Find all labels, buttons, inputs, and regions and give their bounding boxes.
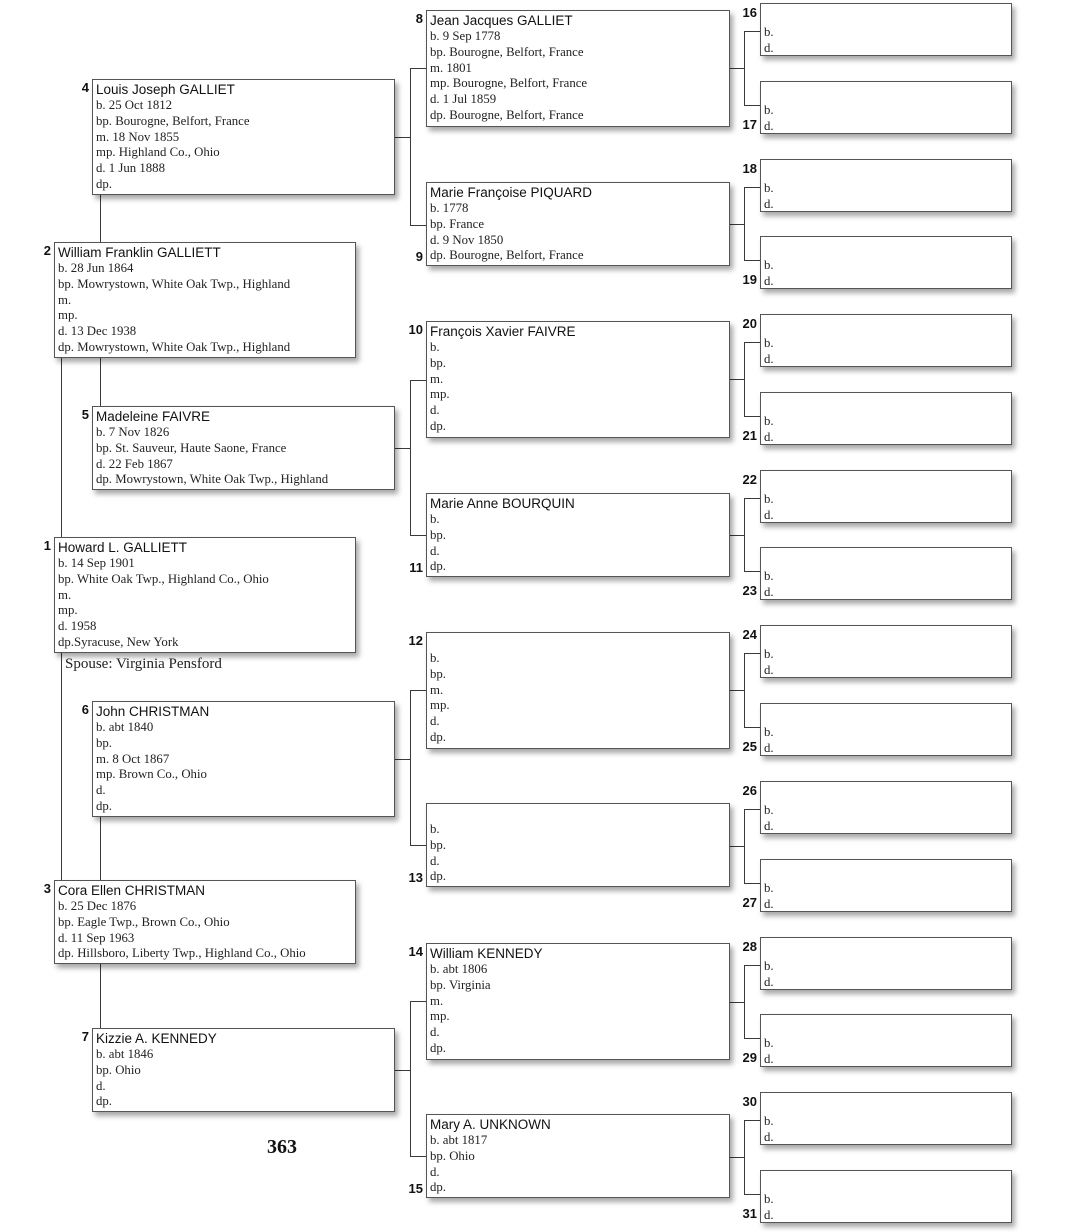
person-fact: mp. Brown Co., Ohio	[96, 767, 207, 782]
ancestor-number: 25	[742, 739, 757, 754]
person-box-30[interactable]	[760, 1092, 1012, 1145]
person-fact: b.	[764, 258, 774, 272]
connector-line	[395, 137, 411, 138]
person-name: Jean Jacques GALLIET	[430, 13, 573, 28]
person-fact: b.	[764, 1192, 774, 1206]
person-fact: dp.	[430, 1040, 446, 1055]
ancestor-number: 29	[742, 1050, 757, 1065]
person-fact: d.	[764, 1208, 774, 1222]
person-fact: mp. Highland Co., Ohio	[96, 145, 220, 160]
connector-line	[744, 187, 760, 188]
person-fact: b. abt 1846	[96, 1047, 154, 1061]
person-fact: bp.	[430, 666, 446, 681]
person-box-31[interactable]	[760, 1170, 1012, 1223]
person-fact: m.	[58, 292, 72, 307]
person-fact: d. 22 Feb 1867	[96, 456, 173, 471]
person-fact: dp.	[430, 729, 446, 744]
ancestor-number: 18	[742, 161, 757, 176]
person-name: François Xavier FAIVRE	[430, 324, 576, 339]
person-box-15[interactable]	[426, 1114, 730, 1198]
connector-line	[410, 690, 426, 691]
person-fact: dp. Bourogne, Belfort, France	[430, 248, 584, 263]
person-fact: d.	[764, 897, 774, 911]
person-box-7[interactable]	[92, 1028, 395, 1112]
connector-line	[744, 31, 760, 32]
ancestor-number: 19	[742, 272, 757, 287]
person-fact: d.	[764, 819, 774, 833]
person-name: Louis Joseph GALLIET	[96, 82, 235, 97]
person-fact: d.	[430, 1025, 440, 1040]
person-fact: b.	[764, 881, 774, 895]
person-fact: b.	[430, 651, 440, 665]
ancestor-number: 27	[742, 895, 757, 910]
person-fact: b.	[764, 1114, 774, 1128]
person-fact: m. 18 Nov 1855	[96, 129, 180, 144]
person-box-24[interactable]	[760, 625, 1012, 678]
person-fact: d.	[96, 1078, 106, 1093]
ancestor-number: 3	[43, 881, 51, 896]
person-fact: d.	[764, 197, 774, 211]
person-fact: d.	[764, 508, 774, 522]
connector-line	[61, 357, 62, 537]
connector-line	[730, 379, 745, 380]
person-fact: b.	[764, 647, 774, 661]
connector-line	[730, 68, 745, 69]
connector-line	[410, 1156, 426, 1157]
person-fact: d. 1958	[58, 619, 97, 634]
person-fact: d. 13 Dec 1938	[58, 324, 137, 339]
person-fact: b. abt 1817	[430, 1133, 488, 1147]
ancestor-number: 15	[408, 1181, 423, 1196]
ancestor-number: 4	[81, 80, 89, 95]
person-fact: bp. Virginia	[430, 977, 491, 992]
connector-line	[744, 809, 760, 810]
ancestor-number: 21	[742, 428, 757, 443]
person-fact: b.	[764, 103, 774, 117]
connector-line	[730, 690, 745, 691]
person-name: Kizzie A. KENNEDY	[96, 1031, 217, 1046]
connector-line	[744, 260, 760, 261]
ancestor-number: 8	[415, 11, 423, 26]
person-box-29[interactable]	[760, 1014, 1012, 1067]
connector-line	[730, 1157, 745, 1158]
person-fact: mp.	[58, 308, 78, 323]
person-box-27[interactable]	[760, 859, 1012, 912]
person-fact: b. 28 Jun 1864	[58, 261, 134, 275]
spouse-label: Spouse: Virginia Pensford	[65, 656, 222, 672]
person-box-19[interactable]	[760, 236, 1012, 289]
person-box-21[interactable]	[760, 392, 1012, 445]
ancestor-number: 7	[81, 1029, 89, 1044]
connector-line	[744, 498, 760, 499]
connector-line	[744, 965, 745, 1039]
person-fact: d. 1 Jul 1859	[430, 92, 497, 107]
person-fact: d.	[96, 783, 106, 798]
connector-line	[744, 965, 760, 966]
connector-line	[61, 653, 62, 880]
person-name: William Franklin GALLIETT	[58, 245, 221, 260]
person-fact: b.	[764, 25, 774, 39]
person-fact: m. 8 Oct 1867	[96, 751, 170, 766]
person-fact: d.	[764, 1130, 774, 1144]
person-fact: d.	[764, 41, 774, 55]
connector-line	[744, 187, 745, 261]
person-fact: dp.	[96, 176, 112, 191]
person-fact: dp.Syracuse, New York	[58, 634, 179, 649]
person-fact: b.	[764, 959, 774, 973]
person-fact: d. 9 Nov 1850	[430, 232, 504, 247]
ancestor-number: 12	[408, 633, 423, 648]
person-box-1[interactable]	[54, 537, 356, 653]
person-box-20[interactable]	[760, 314, 1012, 367]
ancestor-number: 16	[742, 5, 757, 20]
person-fact: d. 1 Jun 1888	[96, 161, 165, 176]
page-number: 363	[267, 1136, 297, 1158]
person-fact: dp.	[430, 418, 446, 433]
person-fact: d.	[764, 1052, 774, 1066]
person-box-3[interactable]	[54, 880, 356, 964]
person-fact: m.	[430, 682, 444, 697]
person-fact: bp. Eagle Twp., Brown Co., Ohio	[58, 914, 230, 929]
person-fact: b.	[764, 336, 774, 350]
person-fact: d.	[764, 430, 774, 444]
person-fact: dp.	[96, 798, 112, 813]
person-fact: bp. Mowrystown, White Oak Twp., Highland	[58, 276, 291, 291]
person-fact: dp.	[430, 1180, 446, 1195]
person-box-26[interactable]	[760, 781, 1012, 834]
ancestor-number: 1	[43, 538, 51, 553]
person-fact: d.	[764, 585, 774, 599]
person-fact: dp. Bourogne, Belfort, France	[430, 107, 584, 122]
connector-line	[744, 571, 760, 572]
person-fact: bp.	[96, 735, 112, 750]
connector-line	[395, 1070, 411, 1071]
connector-line	[744, 1194, 760, 1195]
person-fact: bp. Bourogne, Belfort, France	[430, 44, 584, 59]
connector-line	[410, 68, 411, 226]
person-box-6[interactable]	[92, 701, 395, 817]
connector-line	[744, 342, 745, 417]
person-fact: mp.	[430, 698, 450, 713]
connector-line	[730, 535, 745, 536]
person-box-16[interactable]	[760, 3, 1012, 56]
person-fact: dp. Mowrystown, White Oak Twp., Highland	[96, 472, 329, 487]
person-fact: dp. Mowrystown, White Oak Twp., Highland	[58, 339, 291, 354]
connector-line	[395, 448, 411, 449]
person-fact: bp. Ohio	[96, 1062, 141, 1077]
ancestor-number: 5	[81, 407, 89, 422]
person-fact: bp.	[430, 527, 446, 542]
ancestor-number: 13	[408, 870, 423, 885]
person-box-13[interactable]	[426, 803, 730, 887]
connector-line	[410, 380, 411, 536]
person-fact: b.	[430, 340, 440, 354]
person-box-4[interactable]	[92, 79, 395, 195]
person-fact: d.	[764, 663, 774, 677]
connector-line	[730, 224, 745, 225]
person-name: Madeleine FAIVRE	[96, 409, 211, 424]
ancestor-number: 6	[81, 702, 89, 717]
person-fact: dp.	[430, 559, 446, 574]
ancestor-number: 22	[742, 472, 757, 487]
person-fact: b. 25 Dec 1876	[58, 899, 137, 913]
person-fact: b.	[764, 492, 774, 506]
connector-line	[100, 817, 101, 880]
connector-line	[410, 690, 411, 846]
person-name: William KENNEDY	[430, 946, 543, 961]
person-name: Howard L. GALLIETT	[58, 540, 188, 555]
person-box-22[interactable]	[760, 470, 1012, 523]
connector-line	[395, 759, 411, 760]
connector-line	[410, 535, 426, 536]
ancestor-number: 28	[742, 939, 757, 954]
person-fact: bp. St. Sauveur, Haute Saone, France	[96, 440, 287, 455]
person-fact: m. 1801	[430, 60, 472, 75]
ancestor-number: 23	[742, 583, 757, 598]
connector-line	[410, 1001, 426, 1002]
connector-line	[100, 357, 101, 406]
ancestor-number: 9	[415, 249, 423, 264]
person-box-25[interactable]	[760, 703, 1012, 756]
person-name: Mary A. UNKNOWN	[430, 1117, 551, 1132]
connector-line	[744, 1120, 745, 1195]
person-fact: bp.	[430, 355, 446, 370]
person-fact: mp.	[430, 1009, 450, 1024]
connector-line	[744, 809, 745, 884]
person-box-5[interactable]	[92, 406, 395, 490]
person-box-8[interactable]	[426, 10, 730, 127]
person-fact: bp. Ohio	[430, 1148, 475, 1163]
connector-line	[410, 845, 426, 846]
person-name: Marie Anne BOURQUIN	[430, 496, 575, 511]
person-fact: b. 1778	[430, 201, 469, 215]
ancestor-number: 31	[742, 1206, 757, 1221]
person-fact: m.	[430, 993, 444, 1008]
connector-line	[744, 1038, 760, 1039]
person-fact: bp. Bourogne, Belfort, France	[96, 113, 250, 128]
person-fact: b. abt 1840	[96, 720, 154, 734]
connector-line	[744, 653, 745, 728]
connector-line	[744, 727, 760, 728]
person-fact: d.	[764, 975, 774, 989]
person-fact: b. abt 1806	[430, 962, 488, 976]
person-fact: m.	[430, 371, 444, 386]
person-box-17[interactable]	[760, 81, 1012, 134]
connector-line	[100, 195, 101, 242]
person-fact: b.	[764, 569, 774, 583]
person-fact: bp. France	[430, 216, 485, 231]
ancestor-number: 14	[408, 944, 423, 959]
person-fact: mp.	[58, 603, 78, 618]
person-box-9[interactable]	[426, 182, 730, 266]
connector-line	[410, 380, 426, 381]
connector-line	[744, 498, 745, 572]
connector-line	[100, 963, 101, 1028]
connector-line	[744, 416, 760, 417]
ancestor-number: 17	[742, 117, 757, 132]
person-fact: b. 25 Oct 1812	[96, 98, 173, 112]
person-fact: b.	[764, 181, 774, 195]
person-fact: b.	[764, 1036, 774, 1050]
person-name: John CHRISTMAN	[96, 704, 210, 719]
person-fact: b. 9 Sep 1778	[430, 29, 501, 43]
person-fact: mp. Bourogne, Belfort, France	[430, 76, 588, 91]
ancestor-number: 20	[742, 316, 757, 331]
person-fact: b.	[764, 803, 774, 817]
person-fact: b.	[764, 414, 774, 428]
person-box-23[interactable]	[760, 547, 1012, 600]
person-fact: bp.	[430, 837, 446, 852]
person-box-14[interactable]	[426, 943, 730, 1060]
connector-line	[730, 846, 745, 847]
connector-line	[744, 31, 745, 106]
connector-line	[410, 68, 426, 69]
person-fact: d.	[430, 543, 440, 558]
connector-line	[744, 1120, 760, 1121]
person-fact: m.	[58, 587, 72, 602]
person-fact: dp.	[430, 869, 446, 884]
person-fact: b. 14 Sep 1901	[58, 556, 135, 570]
ancestor-number: 30	[742, 1094, 757, 1109]
connector-line	[744, 883, 760, 884]
ancestor-number: 10	[408, 322, 423, 337]
person-fact: d.	[430, 403, 440, 418]
person-fact: dp. Hillsboro, Liberty Twp., Highland Co., Ohio	[58, 946, 306, 961]
person-box-18[interactable]	[760, 159, 1012, 212]
person-fact: b. 7 Nov 1826	[96, 425, 170, 439]
person-fact: bp. White Oak Twp., Highland Co., Ohio	[58, 571, 269, 586]
person-fact: d.	[764, 352, 774, 366]
connector-line	[410, 1001, 411, 1157]
person-fact: d.	[764, 119, 774, 133]
person-fact: d.	[430, 714, 440, 729]
person-name: Marie Françoise PIQUARD	[430, 185, 593, 200]
connector-line	[410, 225, 426, 226]
ancestor-number: 26	[742, 783, 757, 798]
person-fact: b.	[764, 725, 774, 739]
person-box-12[interactable]	[426, 632, 730, 749]
ancestor-number: 2	[43, 243, 51, 258]
ancestor-number: 24	[742, 627, 757, 642]
person-box-28[interactable]	[760, 937, 1012, 990]
connector-line	[744, 653, 760, 654]
ancestor-number: 11	[409, 560, 423, 575]
person-fact: dp.	[96, 1094, 112, 1109]
person-name: Cora Ellen CHRISTMAN	[58, 883, 206, 898]
connector-line	[744, 342, 760, 343]
person-fact: d.	[764, 274, 774, 288]
person-fact: d. 11 Sep 1963	[58, 930, 135, 945]
person-fact: d.	[430, 853, 440, 868]
person-fact: d.	[764, 741, 774, 755]
connector-line	[730, 1002, 745, 1003]
person-fact: b.	[430, 512, 440, 526]
connector-line	[744, 105, 760, 106]
person-box-11[interactable]	[426, 493, 730, 577]
person-fact: b.	[430, 822, 440, 836]
person-box-10[interactable]	[426, 321, 730, 438]
person-fact: d.	[430, 1164, 440, 1179]
person-fact: mp.	[430, 387, 450, 402]
person-box-2[interactable]	[54, 242, 356, 358]
